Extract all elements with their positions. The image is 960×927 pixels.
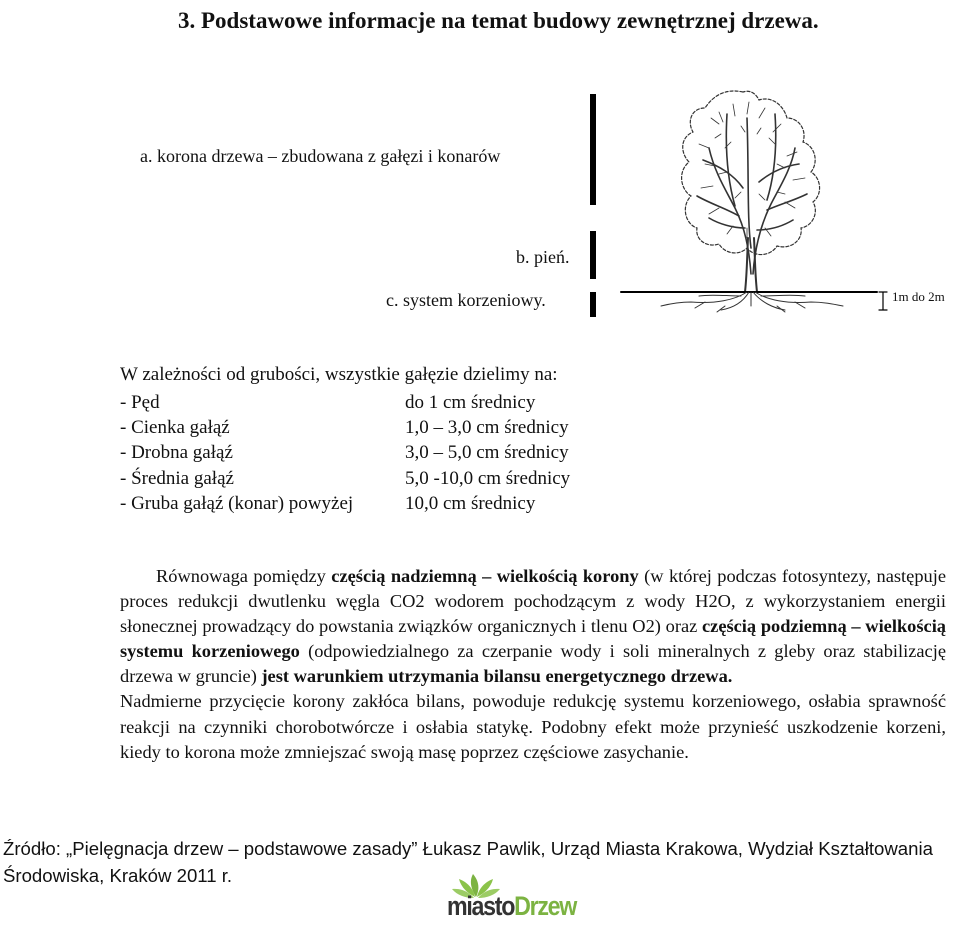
branch-row [120, 415, 570, 440]
text-run: Równowaga pomiędzy [156, 566, 332, 586]
bold-text-run: jest warunkiem utrzymania bilansu energetycznego drzewa. [261, 666, 733, 687]
branch-table [120, 390, 570, 516]
crown-label: a. korona drzewa – zbudowana z gałęzi i konarów [140, 146, 501, 166]
source-citation: Źródło: „Pielęgnacja drzew – podstawowe zasady” Łukasz Pawlik, Urząd Miasta Krakowa, Wydział Kształtowania Środowiska, Kraków 2011 r. [3, 838, 933, 886]
page-title: 3. Podstawowe informacje na temat budowy zewnętrznej drzewa. [178, 8, 819, 33]
text-run: (w której podczas fotosyntezy, następuje proces redukcji dwutlenku węgla CO2 wodorem pochodzącym z wody H2O, z wykorzystaniem energii słonecznej prowadzący do powstania związków organicznych i tlenu O2) oraz [120, 566, 946, 637]
roots-label: c. system korzeniowy. [386, 290, 546, 310]
branch-row [120, 466, 570, 491]
bold-text-run: częścią podziemną – wielkością systemu korzeniowego [120, 616, 947, 662]
body-text [120, 564, 946, 765]
branch-size: 1,0 – 3,0 cm średnicy [405, 416, 569, 438]
branch-name: - Cienka gałąź [120, 416, 230, 438]
logo-wordmark [447, 891, 576, 922]
branch-name: - Pęd [120, 391, 160, 413]
crown-bracket [590, 94, 596, 205]
root-depth-label: 1m do 2m [892, 289, 945, 304]
logo-text-green: Drzew [514, 891, 577, 921]
branch-name: - Drobna gałąź [120, 442, 233, 464]
roots-bracket [590, 292, 596, 317]
logo-text-dark: miasto [447, 891, 515, 921]
branch-size: 5,0 -10,0 cm średnicy [405, 467, 571, 489]
miastodrzew-logo [447, 873, 617, 927]
branch-size: 3,0 – 5,0 cm średnicy [405, 442, 569, 464]
paragraph-balance [120, 564, 946, 689]
branch-row [120, 441, 570, 466]
branch-intro: W zależności od grubości, wszystkie gałęzie dzielimy na: [120, 364, 558, 385]
branch-size: 10,0 cm średnicy [405, 492, 536, 514]
bold-text-run: częścią nadziemną – wielkością korony [331, 566, 639, 586]
trunk-label: b. pień. [516, 247, 570, 267]
tree-illustration [615, 78, 890, 318]
paragraph-pruning: Nadmierne przycięcie korony zakłóca bilans, powoduje redukcję systemu korzeniowego, osłabia sprawność reakcji na czynniki chorobotwórcze i osłabia statykę. Podobny efekt może przynieść uszkodzenie korzeni, kiedy to korona może zmniejszać swoją masę poprzez częściowe zasychanie. [120, 691, 946, 762]
text-run: (odpowiedzialnego za czerpanie wody i soli mineralnych z gleby oraz stabilizację drzewa w gruncie) [120, 641, 946, 687]
branch-name: - Gruba gałąź (konar) powyżej [120, 492, 354, 514]
branch-name: - Średnia gałąź [120, 467, 234, 489]
branch-size: do 1 cm średnicy [405, 391, 536, 413]
branch-row [120, 390, 570, 415]
branch-row [120, 491, 570, 516]
trunk-bracket [590, 231, 596, 279]
